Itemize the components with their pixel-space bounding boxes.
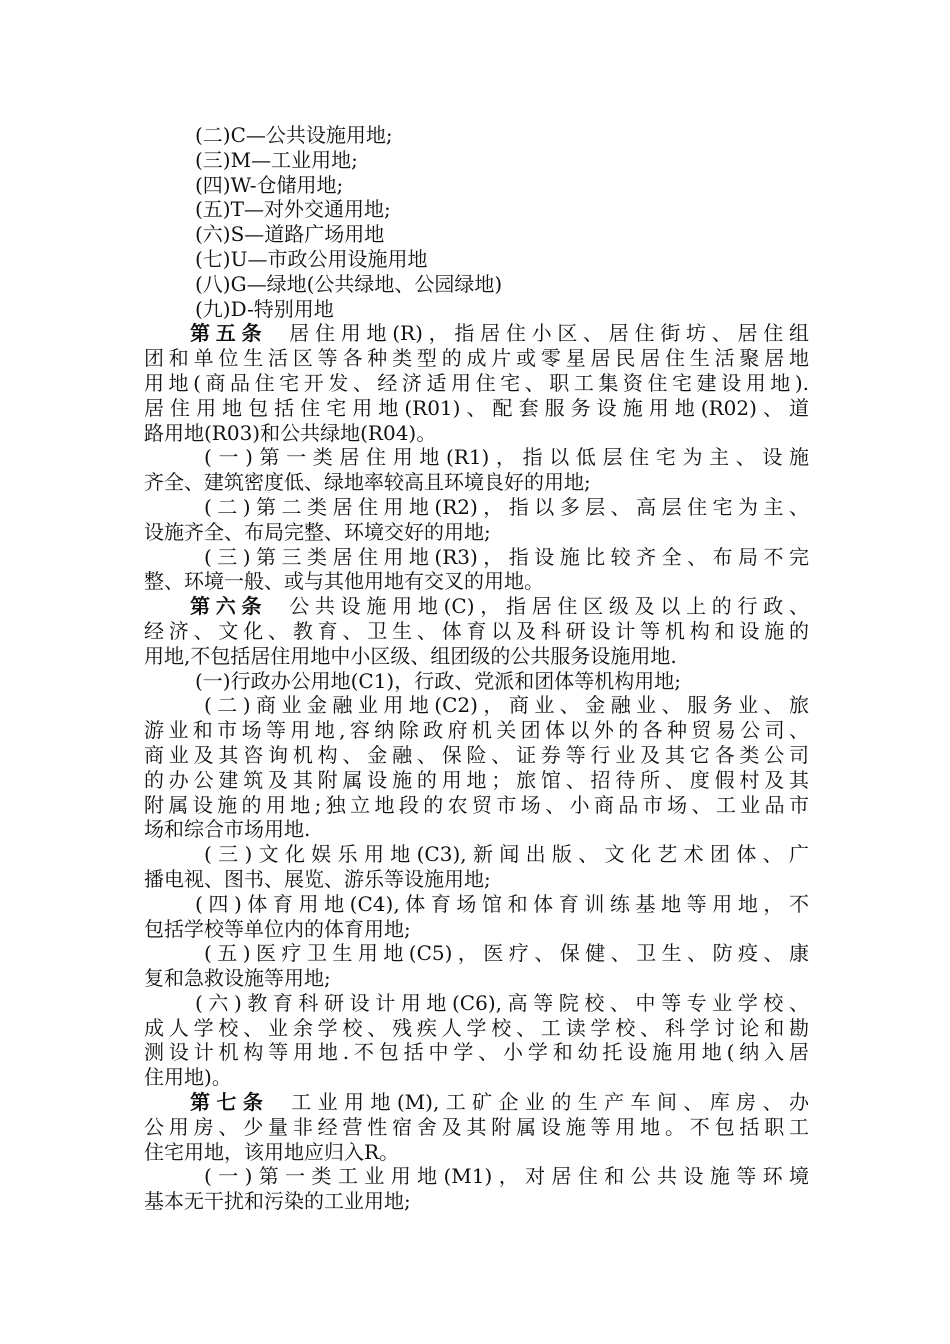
- article-6-heading: 第六条: [190, 594, 268, 619]
- article-6-item: 附属设施的用地;独立地段的农贸市场、小商品市场、工业品市: [144, 792, 809, 817]
- article-6-item: (一)行政办公用地(C1)，行政、党派和团体等机构用地;: [195, 668, 681, 693]
- article-6-line: 第六条 公共设施用地(C)，指居住区级及以上的行政、: [190, 594, 809, 619]
- article-6-item: 播电视、图书、展览、游乐等设施用地;: [144, 866, 491, 891]
- article-5-item: 设施齐全、布局完整、环境交好的用地;: [144, 519, 491, 544]
- article-6-item: 的办公建筑及其附属设施的用地；旅馆、招待所、度假村及其: [144, 767, 809, 792]
- article-7-item: (一)第一类工业用地(M1)，对居住和公共设施等环境: [204, 1164, 809, 1189]
- article-5-item: (一)第一类居住用地(R1)，指以低层住宅为主、设施: [204, 445, 809, 470]
- article-5-item: (三)第三类居住用地(R3)，指设施比较齐全、布局不完: [204, 544, 809, 569]
- article-7-heading: 第七条: [190, 1090, 270, 1115]
- article-7-item: 基本无干扰和污染的工业用地;: [144, 1189, 411, 1214]
- article-6-item: 住用地)。: [144, 1065, 232, 1090]
- list-item: (九)D-特别用地: [195, 296, 334, 321]
- article-6-line: 经济、文化、教育、卫生、体育以及科研设计等机构和设施的: [144, 618, 809, 643]
- article-5-heading: 第五条: [190, 321, 268, 346]
- article-5-line: 团和单位生活区等各种类型的成片或零星居民居住生活聚居地: [144, 346, 809, 371]
- list-item: (四)W-仓储用地;: [195, 172, 344, 197]
- article-6-item: 成人学校、业余学校、残疾人学校、工读学校、科学讨论和勘: [144, 1015, 809, 1040]
- list-item: (六)S—道路广场用地: [195, 222, 385, 247]
- list-item: (三)M—工业用地;: [195, 147, 358, 172]
- article-6-item: 复和急救设施等用地;: [144, 966, 331, 991]
- article-5-item: 齐全、建筑密度低、绿地率较高且环境良好的用地;: [144, 470, 591, 495]
- article-5-line: 居住用地包括住宅用地(R01)、配套服务设施用地(R02)、道: [144, 395, 809, 420]
- article-6-item: (四)体育用地(C4),体育场馆和体育训练基地等用地，不: [195, 891, 809, 916]
- article-7-line: 住宅用地，该用地应归入R。: [144, 1139, 400, 1164]
- article-6-line: 用地,不包括居住用地中小区级、组团级的公共服务设施用地.: [144, 643, 677, 668]
- article-6-item: (二)商业金融业用地(C2)，商业、金融业、服务业、旅: [204, 693, 809, 718]
- article-6-item: 包括学校等单位内的体育用地;: [144, 916, 411, 941]
- article-6-item: 游业和市场等用地,容纳除政府机关团体以外的各种贸易公司、: [144, 718, 809, 743]
- article-6-item: (三)文化娱乐用地(C3),新闻出版、文化艺术团体、广: [204, 842, 809, 867]
- article-5-item: (二)第二类居住用地(R2)，指以多层、高层住宅为主、: [204, 494, 809, 519]
- article-6-item: (六)教育科研设计用地(C6),高等院校、中等专业学校、: [195, 990, 809, 1015]
- article-5-line: 路用地(R03)和公共绿地(R04)。: [144, 420, 437, 445]
- article-6-item: (五)医疗卫生用地(C5)，医疗、保健、卫生、防疫、康: [204, 941, 809, 966]
- article-6-item: 商业及其咨询机构、金融、保险、证券等行业及其它各类公司: [144, 742, 809, 767]
- list-item: (七)U—市政公用设施用地: [195, 246, 428, 271]
- article-5-item: 整、环境一般、或与其他用地有交叉的用地。: [144, 569, 544, 594]
- document-page: [144, 123, 809, 1214]
- article-6-item: 场和综合市场用地.: [144, 817, 311, 842]
- article-7-line: 第七条 工业用地(M),工矿企业的生产车间、库房、办: [190, 1090, 810, 1115]
- article-7-line: 公用房、少量非经营性宿舍及其附属设施等用地。不包括职工: [144, 1114, 809, 1139]
- article-5-line: 用地(商品住宅开发、经济适用住宅、职工集资住宅建设用地).: [144, 370, 809, 395]
- article-5-line: 第五条 居住用地(R)，指居住小区、居住街坊、居住组: [190, 321, 809, 346]
- article-6-item: 测设计机构等用地.不包括中学、小学和幼托设施用地(纳入居: [144, 1040, 809, 1065]
- list-item: (二)C—公共设施用地;: [195, 123, 393, 147]
- list-item: (八)G—绿地(公共绿地、公园绿地): [195, 271, 503, 296]
- list-item: (五)T—对外交通用地;: [195, 197, 391, 222]
